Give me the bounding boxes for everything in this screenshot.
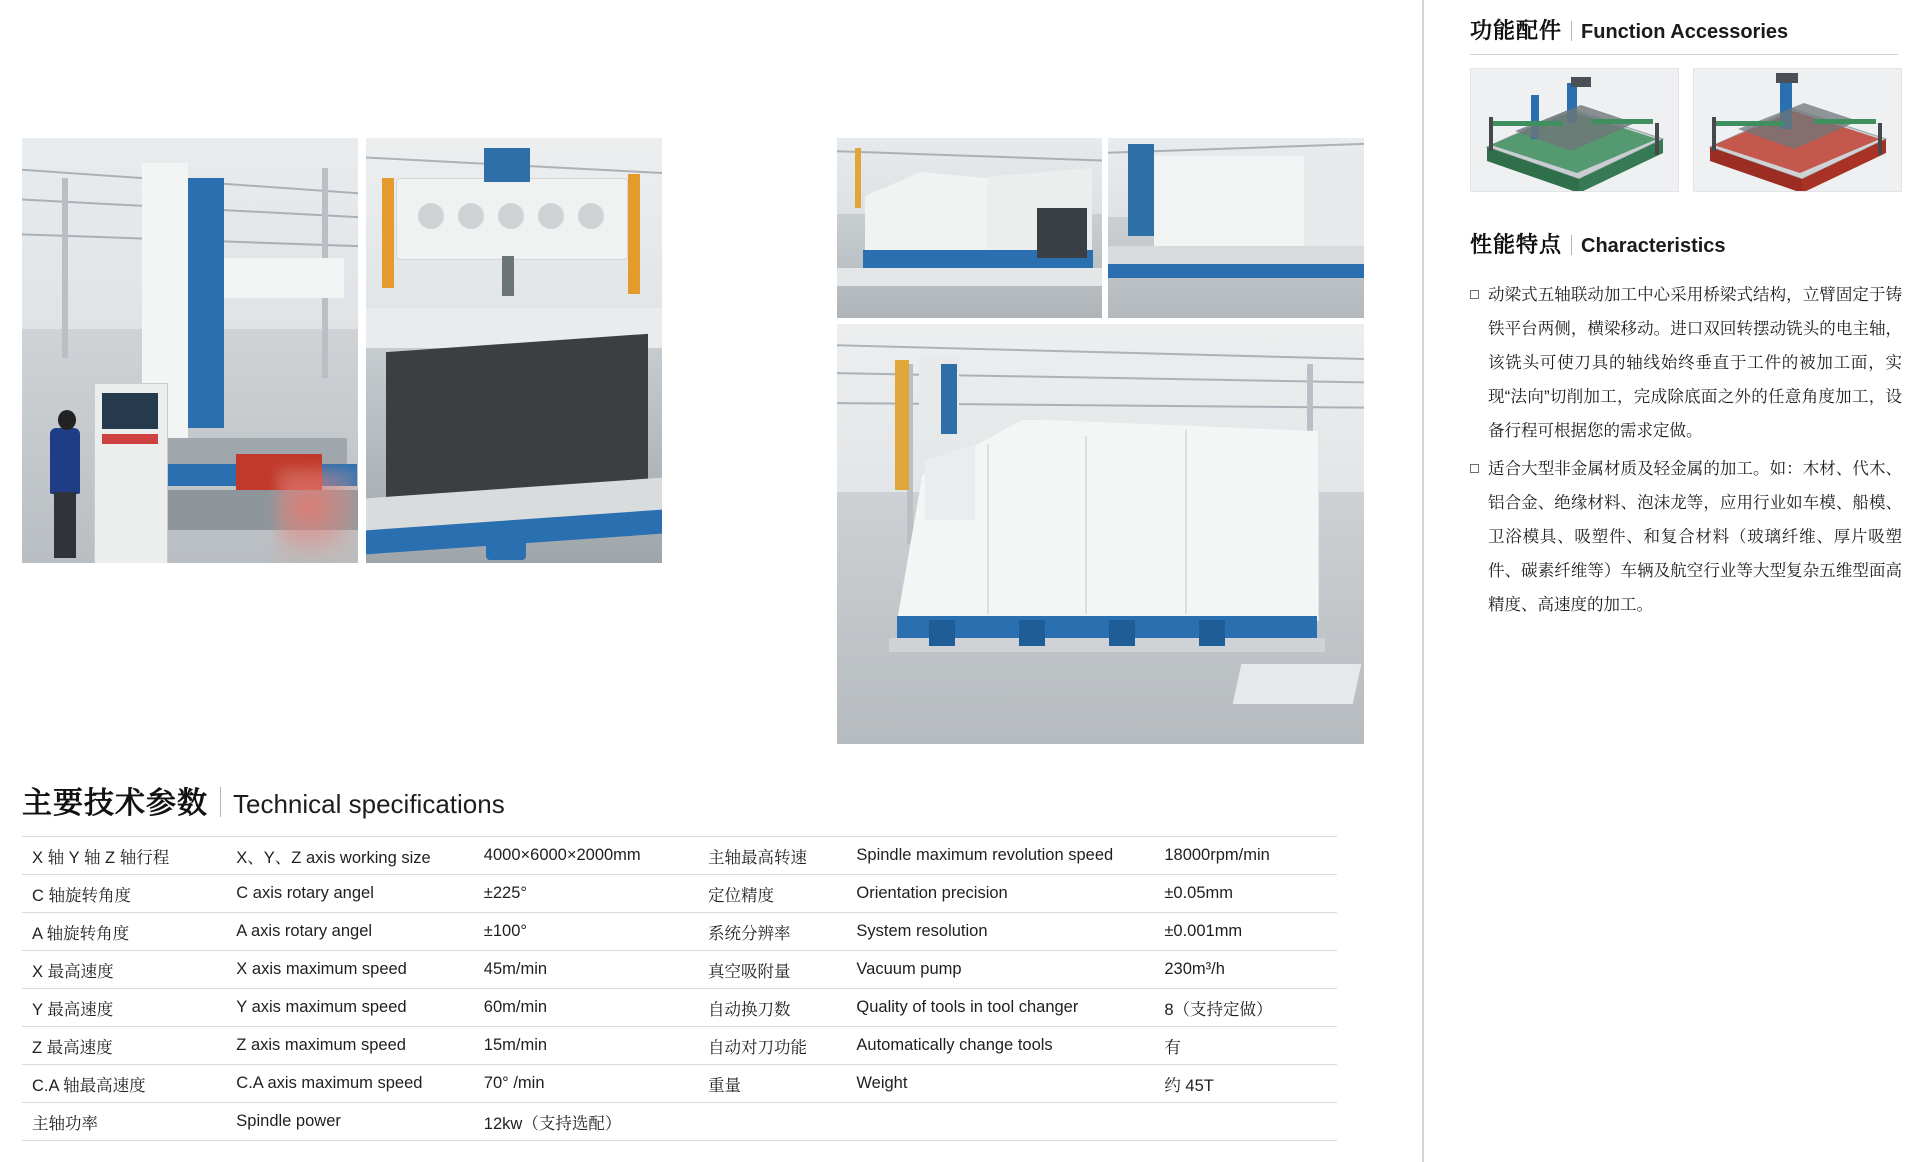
cell-param2-en: Vacuum pump [846,951,1154,989]
cell-param-cn: X 最高速度 [22,951,226,989]
beam-hole [458,203,484,229]
panel-seam [1185,430,1187,614]
cell-param2-cn: 自动换刀数 [698,989,846,1027]
list-item [1470,452,1902,622]
cell-param2-en: Weight [846,1065,1154,1103]
cell-param2-en [846,1103,1154,1141]
beam-hole [578,203,604,229]
table-row [22,989,1337,1027]
specs-heading [22,778,505,822]
specs-title-cn: 主要技术参数 [22,787,208,820]
function-title-cn: 功能配件 [1470,18,1563,43]
cell-value: 70° /min [474,1065,698,1103]
table-row [22,1065,1337,1103]
table-row [22,837,1337,875]
cross-beam [224,258,344,298]
console-screen [102,393,158,429]
specs-title-en: Technical specifications [233,789,505,819]
operator-torso [50,428,80,494]
cell-param-cn: A 轴旋转角度 [22,913,226,951]
cell-param2-cn: 定位精度 [698,875,846,913]
cell-param2-en: Quality of tools in tool changer [846,989,1154,1027]
cell-value2 [1154,1103,1337,1141]
ladder-rail [895,360,909,490]
accessory-render-red-svg [1694,69,1901,191]
cell-value2: 约 45T [1154,1065,1337,1103]
cell-param-en: A axis rotary angel [226,913,474,951]
function-heading-underline [1470,54,1898,55]
operator-legs [54,492,76,558]
vacuum-table [386,334,648,502]
heading-divider [1571,235,1572,255]
cell-param-en: C axis rotary angel [226,875,474,913]
base-block [1109,620,1135,646]
cell-value: ±100° [474,913,698,951]
characteristics-list [1470,278,1902,626]
ladder-rail [628,174,640,294]
panel-seam [987,444,989,614]
machine-base-blue [897,616,1317,640]
right-sidebar [1422,0,1915,1162]
spindle-tool [502,256,514,296]
drive-motor [486,530,526,560]
spindle-column [941,364,957,434]
heading-divider [220,787,221,817]
cell-value: 12kw（支持选配） [474,1103,698,1141]
base-rail [1108,246,1364,266]
cell-value2: ±0.001mm [1154,913,1337,951]
table-row [22,951,1337,989]
characteristics-title-en: Characteristics [1581,235,1726,257]
cell-param2-en: Orientation precision [846,875,1154,913]
operator-head [58,410,76,430]
cell-value: ±225° [474,875,698,913]
cell-param-en: Spindle power [226,1103,474,1141]
console-buttons [102,434,158,444]
cell-param-cn: Z 最高速度 [22,1027,226,1065]
list-item-text: 适合大型非金属材质及轻金属的加工。如：木材、代木、铝合金、绝缘材料、泡沫龙等，应用行业如车模、船模、卫浴模具、吸塑件、和复合材料（玻璃纤维、厚片吸塑件、碳素纤维等）车辆及航空行业等大型复杂五维型面高精度、高速度的加工。 [1488,460,1902,614]
function-accessories-heading [1470,14,1788,45]
cell-param-en: Y axis maximum speed [226,989,474,1027]
column-divider [1422,0,1424,1162]
characteristics-heading [1470,228,1726,259]
beam-hole [418,203,444,229]
gantry-axis-cover [188,178,224,428]
cell-value: 45m/min [474,951,698,989]
table-row [22,1103,1337,1141]
photo-gantry-table [366,138,662,563]
base-block [929,620,955,646]
cell-param-en: C.A axis maximum speed [226,1065,474,1103]
cell-param2-cn [698,1103,846,1141]
cell-value2: 8（支持定做） [1154,989,1337,1027]
photo-enclosure-frame [837,138,1102,318]
spindle-head [484,148,530,182]
panel-seam [1085,436,1087,614]
photo-gallery [22,138,1340,663]
cell-param2-cn: 重量 [698,1065,846,1103]
photo-machine-operator [22,138,358,563]
beam-hole [498,203,524,229]
cell-param-cn: X 轴 Y 轴 Z 轴行程 [22,837,226,875]
foreground-blur [277,468,357,563]
ladder-rail [382,178,394,288]
heading-divider [1571,21,1572,41]
cell-param-cn: C 轴旋转角度 [22,875,226,913]
base-block [1019,620,1045,646]
cell-param-en: X、Y、Z axis working size [226,837,474,875]
column-blue [1128,144,1154,236]
floor-panel [1233,664,1362,704]
photo-full-machine-enclosure [837,324,1364,744]
accessory-render-red [1693,68,1902,192]
cell-value2: 18000rpm/min [1154,837,1337,875]
accessory-thumbnails [1470,68,1902,192]
cell-param2-en: System resolution [846,913,1154,951]
accessory-render-green-svg [1471,69,1678,191]
cell-param2-cn: 系统分辨率 [698,913,846,951]
list-item-text: 动梁式五轴联动加工中心采用桥梁式结构，立臂固定于铸铁平台两侧，横梁移动。进口双回转摆动铣头的电主轴，该铣头可使刀具的轴线始终垂直于工件的被加工面，实现“法向”切削加工，完成除底面之外的任意角度加工，设备行程可根据您的需求定做。 [1488,286,1902,440]
cell-param2-en: Automatically change tools [846,1027,1154,1065]
base-blue [1108,264,1364,278]
cell-param-cn: 主轴功率 [22,1103,226,1141]
hall-pillar [62,178,68,358]
cell-param-cn: C.A 轴最高速度 [22,1065,226,1103]
rail [837,268,1102,286]
beam-hole [538,203,564,229]
control-cabinet [1037,208,1087,258]
crane-post [855,148,861,208]
cell-value: 4000×6000×2000mm [474,837,698,875]
cell-param-en: X axis maximum speed [226,951,474,989]
cell-param-cn: Y 最高速度 [22,989,226,1027]
enclosure-panel [1154,156,1304,246]
base-block [1199,620,1225,646]
bullet-square-icon [1470,464,1479,473]
cell-param2-cn: 主轴最高转速 [698,837,846,875]
cell-param2-en: Spindle maximum revolution speed [846,837,1154,875]
cell-value2: 230m³/h [1154,951,1337,989]
photo-enclosure-panel [1108,138,1364,318]
accessory-render-green [1470,68,1679,192]
cell-param-en: Z axis maximum speed [226,1027,474,1065]
cell-param2-cn: 自动对刀功能 [698,1027,846,1065]
cell-value2: 有 [1154,1027,1337,1065]
specifications-table [22,836,1337,1141]
list-item [1470,278,1902,448]
function-title-en: Function Accessories [1581,21,1789,43]
bullet-square-icon [1470,290,1479,299]
table-row [22,875,1337,913]
cell-param2-cn: 真空吸附量 [698,951,846,989]
table-row [22,1027,1337,1065]
characteristics-title-cn: 性能特点 [1470,232,1563,257]
cell-value2: ±0.05mm [1154,875,1337,913]
cell-value: 15m/min [474,1027,698,1065]
table-row [22,913,1337,951]
enclosure-panel-right [1304,168,1364,248]
cell-value: 60m/min [474,989,698,1027]
